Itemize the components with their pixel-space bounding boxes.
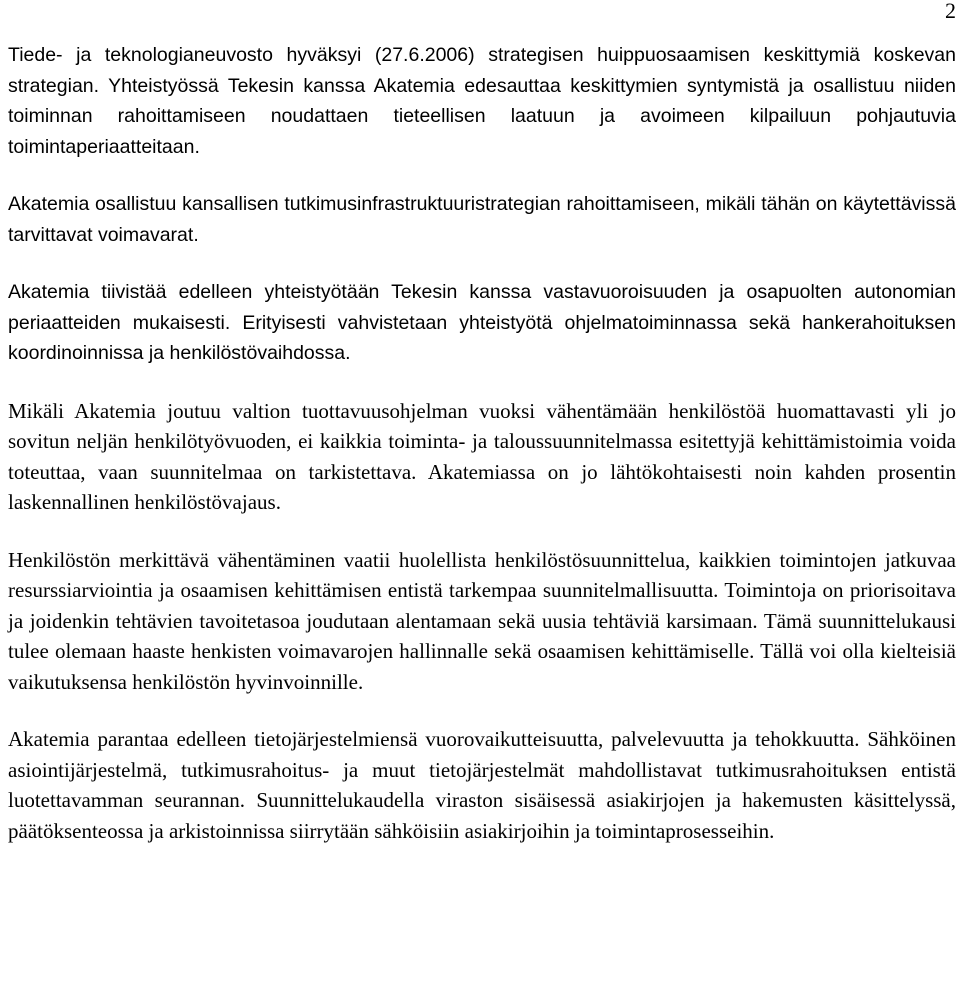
document-body — [8, 40, 956, 846]
paragraph-infrastructure: Akatemia osallistuu kansallisen tutkimusinfrastruktuuristrategian rahoittamiseen, mikäli tähän on käytettävissä tarvittavat voimavarat. — [8, 193, 956, 246]
page-number: 2 — [945, 0, 956, 23]
paragraph-staff-reduction: Mikäli Akatemia joutuu valtion tuottavuusohjelman vuoksi vähentämään henkilöstöä huomattavasti yli jo sovitun neljän henkilötyövuoden, ei kaikkia toiminta- ja taloussuunnitelmassa esitettyjä kehittämistoimia voida toteuttaa, vaan suunnitelmaa on tarkistettava. Akatemiassa on jo lähtökohtaisesti noin kahden prosentin laskennallinen henkilöstövajaus. — [8, 398, 956, 514]
paragraph-staff-planning: Henkilöstön merkittävä vähentäminen vaatii huolellista henkilöstösuunnittelua, kaikkien toimintojen jatkuvaa resurssiarviointia ja osaamisen kehittämisen entistä tarkempaa suunnitelmallisuutta. Toimintoja on priorisoitava ja joidenkin tehtävien tavoitetasoa joudutaan alentamaan sekä uusia tehtäviä karsimaan. Tämä suunnittelukausi tulee olemaan haaste henkisten voimavarojen hallinnalle sekä osaamisen kehittämiselle. Tällä voi olla kielteisiä vaikutuksensa henkilöstön hyvinvoinnille. — [8, 547, 956, 694]
paragraph-tekes-cooperation: Akatemia tiivistää edelleen yhteistyötään Tekesin kanssa vastavuoroisuuden ja osapuolten autonomian periaatteiden mukaisesti. Erityisesti vahvistetaan yhteistyötä ohjelmatoiminnassa sekä hankerahoituksen koordinoinnissa ja henkilöstövaihdossa. — [8, 281, 956, 364]
paragraph-strategy: Tiede- ja teknologianeuvosto hyväksyi (27.6.2006) strategisen huippuosaamisen keskittymiä koskevan strategian. Yhteistyössä Tekesin kanssa Akatemia edesauttaa keskittymien syntymistä ja osallistuu niiden toiminnan rahoittamiseen noudattaen tieteellisen laatuun ja avoimeen kilpailuun pohjautuvia toimintaperiaatteitaan. — [8, 44, 956, 158]
paragraph-information-systems: Akatemia parantaa edelleen tietojärjestelmiensä vuorovaikutteisuutta, palvelevuutta ja tehokkuutta. Sähköinen asiointijärjestelmä, tutkimusrahoitus- ja muut tietojärjestelmät mahdollistavat tutkimusrahoituksen entistä luotettavamman seurannan. Suunnittelukaudella viraston sisäisessä asiakirjojen ja hakemusten käsittelyssä, päätöksenteossa ja arkistoinnissa siirrytään sähköisiin asiakirjoihin ja toimintaprosesseihin. — [8, 727, 956, 843]
